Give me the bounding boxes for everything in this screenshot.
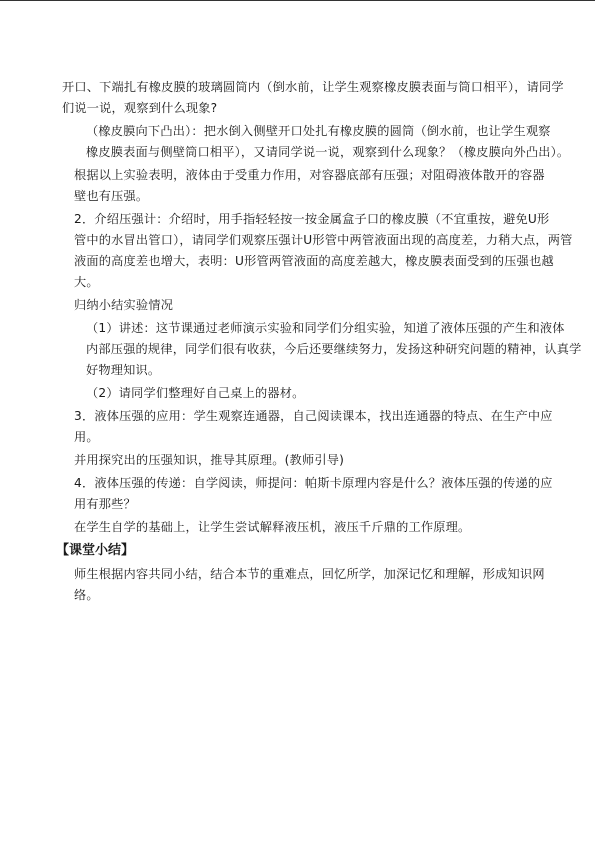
text-line: 络。 xyxy=(74,588,99,602)
text-line: 好物理知识。 xyxy=(86,363,161,377)
text-line: 开口、下端扎有橡皮膜的玻璃圆筒内（倒水前，让学生观察橡皮膜表面与筒口相平），请同学 xyxy=(62,80,564,94)
text-line: （1）讲述：这节课通过老师演示实验和同学们分组实验，知道了液体压强的产生和液体 xyxy=(86,321,565,335)
text-line: 3．液体压强的应用：学生观察连通器，自己阅读课本，找出连通器的特点、在生产中应 xyxy=(74,409,553,423)
paragraph xyxy=(62,295,548,316)
text-line: （橡皮膜向下凸出）：把水倒入侧壁开口处扎有橡皮膜的圆筒（倒水前，也让学生观察 xyxy=(86,124,551,138)
text-line: 4．液体压强的传递：自学阅读，师提问：帕斯卡原理内容是什么？液体压强的传递的应 xyxy=(74,476,553,490)
text-line: 用。 xyxy=(74,430,99,444)
text-line: 们说一说，观察到什么现象? xyxy=(62,101,218,115)
text-line: 2．介绍压强计：介绍时，用手指轻轻按一按金属盒子口的橡皮膜（不宜重按，避免U形 xyxy=(74,212,550,226)
paragraph xyxy=(62,517,548,538)
paragraph xyxy=(62,318,582,381)
paragraph xyxy=(62,165,548,207)
text-line: 用有那些？ xyxy=(74,497,136,511)
text-line: 归纳小结实验情况 xyxy=(74,298,174,312)
text-line: 师生根据内容共同小结，结合本节的重难点，回忆所学，加深记忆和理解，形成知识网 xyxy=(74,567,545,581)
paragraph xyxy=(62,121,570,163)
text-line: 橡皮膜表面与侧壁筒口相平），又请同学说一说，观察到什么现象？（橡皮膜向外凸出）。 xyxy=(86,145,570,159)
summary-paragraph xyxy=(62,564,548,606)
paragraph xyxy=(62,473,553,515)
text-line: 管中的水冒出管口），请同学们观察压强计U形管中两管液面出现的高度差，力稍大点，两管 xyxy=(74,233,573,247)
text-line: 在学生自学的基础上，让学生尝试解释液压机，液压千斤鼎的工作原理。 xyxy=(74,520,471,534)
section-heading: 【课堂小结】 xyxy=(56,543,135,558)
text-line: 并用探究出的压强知识，推导其原理。(教师引导) xyxy=(74,453,345,467)
text-line: 液面的高度差也增大，表明：U形管两管液面的高度差越大，橡皮膜表面受到的压强也越 xyxy=(74,254,554,268)
text-line: 壁也有压强。 xyxy=(74,189,149,203)
paragraph xyxy=(62,77,564,119)
top-rule xyxy=(0,0,595,1)
paragraph xyxy=(62,450,548,471)
text-line: 内部压强的规律，同学们很有收获，今后还要继续努力，发扬这种研究问题的精神，认真学 xyxy=(86,342,582,356)
text-line: （2）请同学们整理好自己桌上的器材。 xyxy=(86,386,305,400)
text-line: 根据以上实验表明，液体由于受重力作用，对容器底部有压强；对阻碍液体散开的容器 xyxy=(74,168,545,182)
paragraph xyxy=(62,406,553,448)
document-body xyxy=(56,77,582,608)
paragraph xyxy=(62,209,573,293)
text-line: 大。 xyxy=(74,275,99,289)
paragraph xyxy=(62,383,548,404)
